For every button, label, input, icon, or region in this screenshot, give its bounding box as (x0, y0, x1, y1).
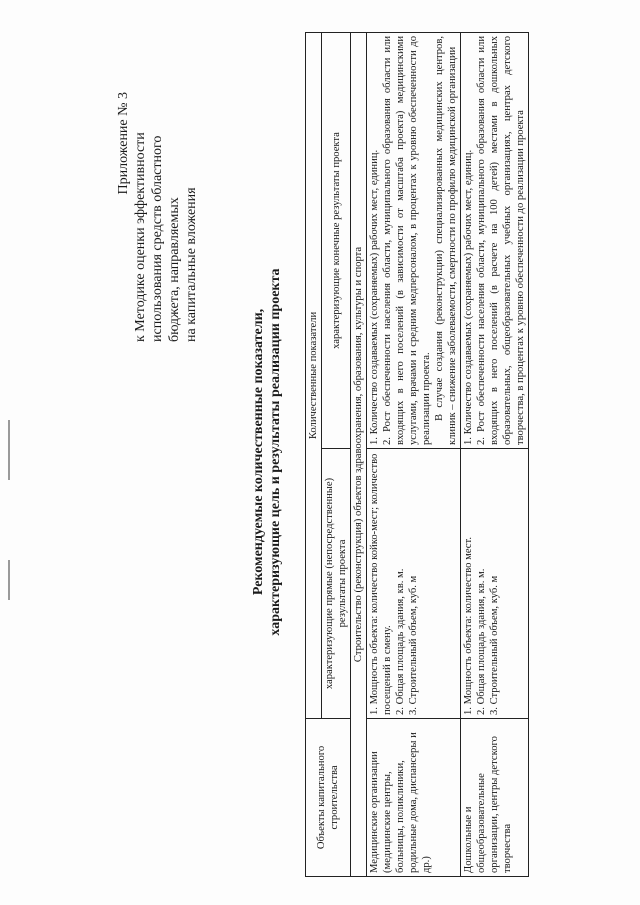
header-objects: Объекты капитального строительства (306, 719, 351, 877)
header-final-results: характеризующие конечные результаты проекта (322, 33, 351, 449)
direct-item: 3. Строительный объем, куб. м (489, 575, 500, 715)
scan-edge-mark (8, 560, 10, 600)
header-direct-results: характеризующие прямые (непосредственные) результаты проекта (322, 449, 351, 719)
final-item: 2. Рост обеспеченности населения области, муниципального образования области или входящих в него поселений (в зависимости от масштаба проекта) медицинскими услугами, врачами и средним медперсоналом, в процентах к уровню обеспеченности до реализации проекта. (382, 36, 432, 445)
final-item: 1. Количество создаваемых (сохраняемых) рабочих мест, единиц. (463, 149, 474, 445)
rotated-document-sheet (20, 12, 600, 892)
direct-item: 2. Общая площадь здания, кв. м. (476, 568, 487, 715)
heading-line-2: характеризующие цель и результаты реализации проекта (268, 268, 283, 636)
table-row (461, 33, 529, 877)
direct-results-cell (367, 449, 461, 719)
appendix-line: на капитальные вложения (184, 187, 199, 342)
document-heading (250, 12, 284, 892)
final-item: В случае создания (реконструкции) специализированных медицинских центров, клиник – снижение заболеваемости, смертности по профилю медицинской организации (434, 36, 458, 445)
appendix-line: бюджета, направляемых (167, 197, 182, 342)
appendix-line: использования средств областного (150, 135, 165, 342)
appendix-note (115, 42, 200, 342)
direct-results-cell (461, 449, 529, 719)
section-title: Строительство (реконструкция) объектов здравоохранения, образования, культуры и спорта (351, 33, 367, 877)
direct-item: 2. Общая площадь здания, кв. м. (395, 568, 406, 715)
object-cell: Медицинские организации (медицинские центры, больницы, поликлиники, родильные дома, диспансеры и др.) (367, 719, 461, 877)
table-row (367, 33, 461, 877)
scan-edge-mark (8, 420, 10, 480)
direct-item: 1. Мощность объекта: количество койко-мест; количество посещений в смену. (369, 453, 393, 715)
direct-item: 1. Мощность объекта: количество мест. (463, 537, 474, 715)
final-results-cell (461, 33, 529, 449)
indicators-table (305, 32, 529, 877)
header-quantitative-indicators: Количественные показатели (306, 33, 322, 719)
heading-line-1: Рекомендуемые количественные показатели, (251, 308, 266, 596)
final-item: 1. Количество создаваемых (сохраняемых) рабочих мест, единиц. (369, 149, 380, 445)
object-cell: Дошкольные и общеобразовательные организации, центры детского творчества (461, 719, 529, 877)
final-item: 2. Рост обеспеченности населения области, муниципального образования области или входящих в него поселений (в расчете на 100 детей) местами в дошкольных образовательных, общеобразовательных учебных организациях, центрах детского творчества, в процентах к уровню обеспеченности до реализации проекта (476, 36, 526, 445)
direct-item: 3. Строительный объем, куб. м (408, 575, 419, 715)
appendix-line: к Методике оценки эффективности (133, 132, 148, 342)
appendix-title: Приложение № 3 (116, 92, 131, 195)
final-results-cell (367, 33, 461, 449)
